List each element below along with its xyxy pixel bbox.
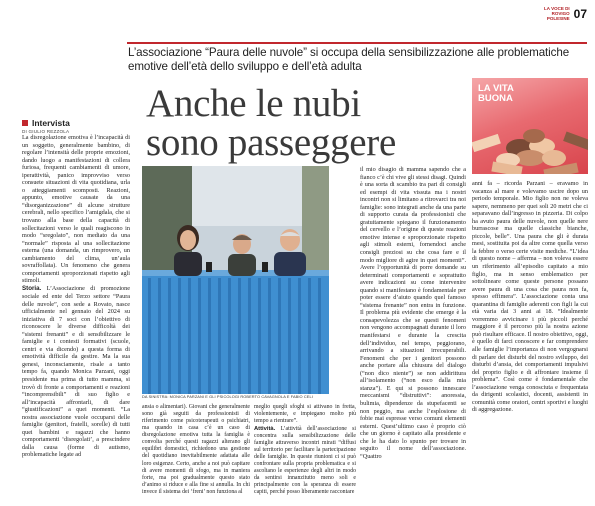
paragraph: meglio quegli sfoghi si attivano in fretta, violentemente, e impiegano molto più tempo a rientrare”.	[254, 404, 356, 425]
header-rule	[127, 42, 587, 44]
article-column-3	[254, 404, 356, 497]
photo-caption: DA SINISTRA: MONICA PARZANI E GLI PSICOLOGI ROBERTO CAVAGNOLA E FABIO CELI	[142, 394, 313, 399]
article-photo	[142, 166, 329, 394]
page-number: 07	[573, 6, 587, 21]
article-column-2	[142, 404, 250, 496]
article-column-5	[472, 180, 588, 414]
headline-line-1: Anche le nubi	[146, 82, 361, 125]
byline: DI GIULIO REZZOLA	[22, 129, 70, 134]
paragraph: il mio disagio di mamma sapendo che a fianco c’è chi vive gli stessi disagi. Quindi è una sorta di scambio tra pari di consigli ed esempi di vita vissuta ma i nostri incontri non si limitano a ritrovarci tra noi famiglie: sono integrati anche da una parte di supporto curata da professionisti che gratuitamente spiegano il funzionamento del cervello e l’origine di queste reazioni emotive intense e sproporzionate rispetto agli stimoli esterni, fornendoci anche consigli preziosi su che cosa fare e il modo migliore di agire in quei momenti”. Avere l’opportunità di porre domande su determinati comportamenti e soprattutto avere indicazioni su come intervenire quando si manifestano è fondamentale per poter essere d’aiuto quando quel famoso “sistema frenante” non entra in funzione. Il problema più evidente che emerge è la consapevolezza che se questi fenomeni non vengono accompagnati durante il loro manifestarsi e durante la crescita dell’individuo, nel tempo, peggiorano, arrivando a situazioni irrecuperabili. Fenomeni che per i genitori possono anche portare alla chiusura del dialogo (“non dico niente”) se non addirittura all’isolamento (“non esco dalla mia stanza”). E qui si possono innescare meccanismi “distruttivi”: anoressia, bulimia, dipendenze da stupefacenti se non peggio, ma anche l’esplosione di fobie mai espresse verso comuni elementi esterni. Quest’ultimo caso è proprio ciò che un giorno è capitato alla presidente e che le ha dato lo spunto per trovare in seguito il nome dell’associazione. “Quattro	[360, 166, 466, 460]
paragraph: anni fa – ricorda Parzani – eravamo in vacanza al mare e volevamo uscire dopo un periodo temporale. Mio figlio non ne voleva sapere, nemmeno per quei soli 20 metri che ci separavano dall’ingresso in pizzeria. Di colpo ha avuto paura delle nuvole, non quelle nere burrascose ma quelle classiche bianche, piccole, belle”. Una paura che gli è durata mesi, sostituita poi da altre come quella verso la febbre o verso certe visite mediche. “L’idea di questo nome – afferma – non voleva essere un riferimento all’episodio capitato a mio figlio, ma in senso emblematico per sottolineare come queste persone possano avere paura di una cosa che paura non fa, spesso effimera”. L’associazione conta una quarantina di famiglie aderenti con figli la cui età varia dai 3 anni ai 18. “Idealmente vorremmo avvicinare i più piccoli perché maggiore è il percorso più la nostra azione può risultare efficace. Il nostro obiettivo, oggi, è quello di farci conoscere e far comprendere alle famiglie l’importanza di non vergognarsi di parlare dei disturbi del nostro sviluppo, dei disturbi d’ansia, dei comportamenti impulsivi del proprio figlio e di affrontare insieme il problema”. Così come è fondamentale che l’associazione venga conosciuta e frequentata da dirigenti scolastici, docenti, assistenti in comunità come oratori, centri sportivi e luoghi di aggregazione.	[472, 180, 588, 414]
folio	[536, 6, 587, 21]
paragraph: La disregolazione emotiva è l’incapacità di un soggetto, generalmente bambino, di regolare l’intensità delle proprie emozioni, dando luogo a manifestazioni di collera furiosa, frequenti cambiamenti di umore, iperattività, panico improvviso verso consuete situazioni di vita quotidiana, urla o atteggiamenti scomposti. Reazioni, appunto, emotive causate da una “disorganizzazione” di alcune strutture cerebrali, nello specifico l’amigdala, che si trovano alla base della capacità di sollecitazioni verso le quali reagiscono in modo “sregolato”, non mediato da una “normale” risposta al una sollecitazione esterna (una domanda, un rimprovero, un cambiamento del clima, un’aula sovraffollata). Un fenomeno che genera comportamenti sproporzionati rispetto agli stimoli.	[22, 134, 130, 285]
paragraph: Storia. L’Associazione di promozione sociale ed ente del Terzo settore “Paura delle nuvole”, con sede a Rovato, nasce ufficialmente nel gennaio del 2024 su iniziativa di 7 soci con l’obiettivo di riconoscere le diverse difficoltà dei “sistemi frenanti” e di sensibilizzare le famiglie e i contesti formativi (scuole, centri e via dicendo) a questa forma di emotività difficile da gestire. Ma la sua genesi, inconsciamente, risale a tanto tempo fa, quando Monica Parzani, oggi presidente ma prima di tutto mamma, si trovò di fronte a comportamenti e reazioni “incomprensibili” di suo figlio e all’incapacità affrontarli, di dare “giustificazioni” a quei momenti. “La nostra associazione vuole occuparsi delle famiglie (genitori, fratelli, sorelle) di tutti quei bambini e ragazzi che hanno comportamenti ‘disregolati’, a prescindere dalla causa (forme di autismo, problematiche legate ad	[22, 285, 130, 459]
page-header	[0, 0, 595, 30]
paragraph: ansia o alimentari). Giovani che generalmente sono già seguiti da professionisti di riferimento come psicoterapeuti o psichiatri, ma quando in casa c’è un caso di disregolazione emotiva tutta la famiglia è convolta perché questi ragazzi alterano gli equilibri domestici, richiedono una gestione del quotidiano inevitabilmente adattata alle loro esigenze. Certo, anche a noi può capitare di avere momenti di sfogo, ma in maniera forte, ma poi gradualmente questo stato d’animo si riduce e alla fine si annulla. In chi invece il sistema dei ‘freni’ non funziona al	[142, 404, 250, 495]
subhead-attivita: Attività.	[254, 425, 276, 432]
promo-title: LA VITA BUONA	[478, 83, 514, 104]
section-tag	[22, 118, 70, 134]
article-column-1	[22, 134, 130, 460]
panel-photo-icon	[142, 166, 329, 394]
headline	[146, 84, 456, 162]
subhead-storia: Storia.	[22, 285, 42, 293]
paragraph: Attività. L’attività dell’associazione si concentra sulla sensibilizzazione delle famiglie attraverso incontri mirati “diffusi sul territorio per facilitare la partecipazione delle famiglie. In queste riunioni ci si può confrontare sulla propria problematica e si ascoltano le esperienze degli altri in modo da sentirsi innanzitutto meno soli e principalmente con la speranza di essere capiti, perché posso liberamente raccontare	[254, 425, 357, 496]
promo-box	[472, 78, 588, 174]
tag-marker-icon	[22, 120, 28, 126]
kicker: L’associazione “Paura delle nuvole” si occupa della sensibilizzazione alle problematiche emotive dell’età dello sviluppo e dell’età adulta	[128, 46, 570, 73]
headline-line-2: sono passeggere	[146, 121, 397, 164]
article-column-4	[360, 166, 466, 461]
tag-label: Intervista	[32, 118, 70, 128]
newspaper-name: LA VOCE DI ROVIGO POLESINE	[544, 6, 570, 21]
